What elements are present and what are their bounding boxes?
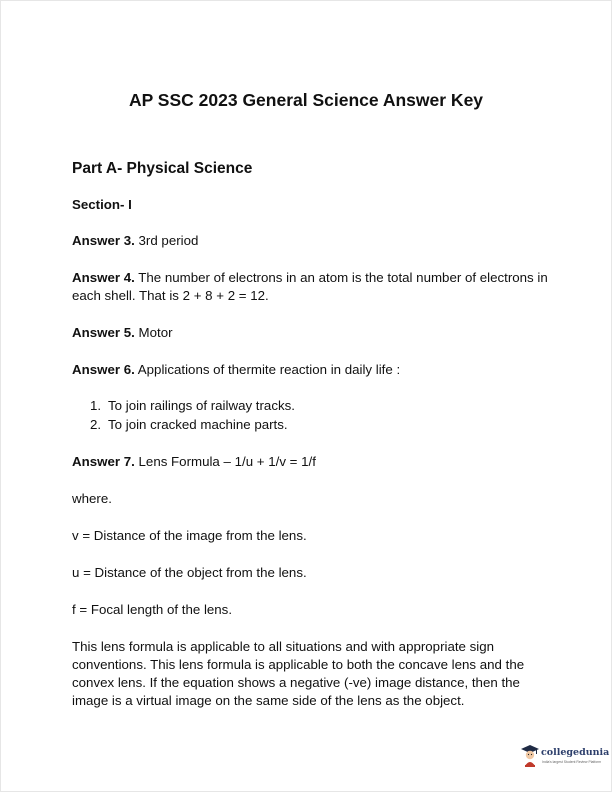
student-mascot-icon	[520, 744, 540, 768]
list-item	[72, 396, 552, 415]
u-definition: u = Distance of the object from the lens.	[72, 565, 307, 580]
answer-text: 3rd period	[134, 233, 199, 248]
document-body	[72, 160, 552, 729]
answer-6	[72, 361, 552, 379]
answer-label: Answer 7.	[72, 454, 135, 469]
where-text: where.	[72, 491, 112, 506]
answer-label: Answer 6.	[72, 362, 135, 377]
list-text: To join cracked machine parts.	[108, 417, 288, 432]
lens-explanation: This lens formula is applicable to all situations and with appropriate sign conventions. This lens formula is applicable to both the concave lens and the convex lens. If the equation shows a negative (-ve) image distance, then the image is a virtual image on the same side of the lens as the object.	[72, 639, 525, 708]
part-heading: Part A- Physical Science	[72, 160, 253, 177]
collegedunia-logo	[520, 744, 610, 772]
section-heading: Section- I	[72, 197, 132, 212]
answer-label: Answer 5.	[72, 325, 135, 340]
logo-name: collegedunia	[541, 747, 610, 758]
answer-5	[72, 324, 552, 342]
answer-label: Answer 3.	[72, 233, 135, 248]
list-number: 1.	[90, 398, 102, 413]
f-definition: f = Focal length of the lens.	[72, 602, 233, 617]
answer-label: Answer 4.	[72, 270, 135, 285]
v-definition: v = Distance of the image from the lens.	[72, 528, 307, 543]
thermite-applications-list	[72, 396, 552, 434]
list-item	[72, 415, 552, 434]
answer-4	[72, 269, 552, 305]
page-title: AP SSC 2023 General Science Answer Key	[128, 90, 484, 110]
answer-text: Applications of thermite reaction in daily life :	[134, 362, 401, 377]
answer-7	[72, 453, 552, 471]
answer-text: Motor	[134, 325, 173, 340]
answer-text: Lens Formula – 1/u + 1/v = 1/f	[134, 454, 316, 469]
answer-text: The number of electrons in an atom is the total number of electrons in each shell. That is 2 + 8 + 2 = 12.	[72, 270, 548, 303]
list-number: 2.	[90, 417, 102, 432]
list-text: To join railings of railway tracks.	[108, 398, 295, 413]
logo-tagline: India's largest Student Review Platform	[542, 760, 602, 764]
answer-3	[72, 232, 552, 250]
